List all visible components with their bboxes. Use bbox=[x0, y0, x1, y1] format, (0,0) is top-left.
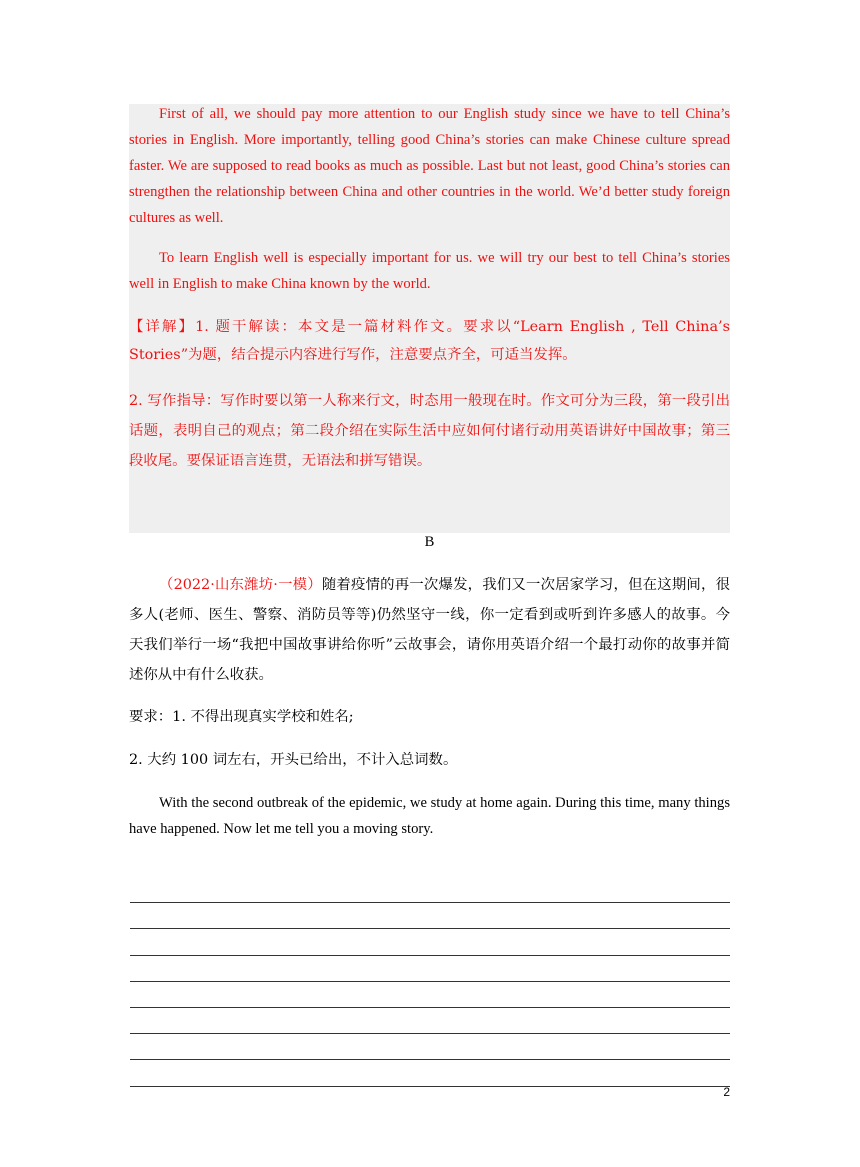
answer-paragraph-2: To learn English well is especially important for us. we will try our best to tell China’s stories well in English to make China known by the world. bbox=[129, 250, 730, 292]
writing-line bbox=[130, 929, 730, 955]
opening-sentence: With the second outbreak of the epidemic, we study at home again. During this time, many things have happened. Now let me tell you a moving story. bbox=[129, 795, 730, 837]
question-source: （2022·山东潍坊·一模） bbox=[159, 577, 322, 593]
writing-line bbox=[130, 982, 730, 1008]
section-label: B bbox=[424, 534, 435, 550]
detail-paragraph-2: 2. 写作指导：写作时要以第一人称来行文，时态用一般现在时。作文可分为三段，第一段引出话题，表明自己的观点；第二段介绍在实际生活中应如何付诸行动用英语讲好中国故事；第三段收尾。要保证语言连贯，无语法和拼写错误。 bbox=[129, 393, 730, 469]
detail-tag: 【详解】 bbox=[129, 319, 196, 335]
question-prompt bbox=[129, 570, 730, 690]
writing-line bbox=[130, 956, 730, 982]
requirement-2: 2. 大约 100 词左右，开头已给出，不计入总词数。 bbox=[129, 752, 458, 768]
detail-text-1: 1. 题干解读：本文是一篇材料作文。要求以“Learn English , Tell China’s Stories”为题，结合提示内容进行写作，注意要点齐全，可适当发挥。 bbox=[129, 319, 730, 363]
writing-line bbox=[130, 1008, 730, 1034]
writing-line bbox=[130, 1060, 730, 1086]
page-number: 2 bbox=[723, 1085, 730, 1099]
writing-line bbox=[130, 1034, 730, 1060]
question-text: 随着疫情的再一次爆发，我们又一次居家学习，但在这期间，很多人(老师、医生、警察、消防员等等)仍然坚守一线，你一定看到或听到许多感人的故事。今天我们举行一场“我把中国故事讲给你听”云故事会，请你用英语介绍一个最打动你的故事并简述你从中有什么收获。 bbox=[129, 577, 730, 683]
requirement-1: 要求：1. 不得出现真实学校和姓名; bbox=[129, 709, 354, 725]
detail-paragraph-1 bbox=[129, 313, 730, 369]
writing-line bbox=[130, 903, 730, 929]
writing-lines bbox=[130, 877, 730, 1087]
answer-paragraph-1: First of all, we should pay more attention to our English study since we have to tell China’s stories in English. More importantly, telling good China’s stories can make Chinese culture spread faster. We are supposed to read books as much as possible. Last but not least, good China’s stories can strengthen the relationship between China and other countries in the world. We’d better study foreign cultures as well. bbox=[129, 106, 730, 226]
writing-line bbox=[130, 877, 730, 903]
